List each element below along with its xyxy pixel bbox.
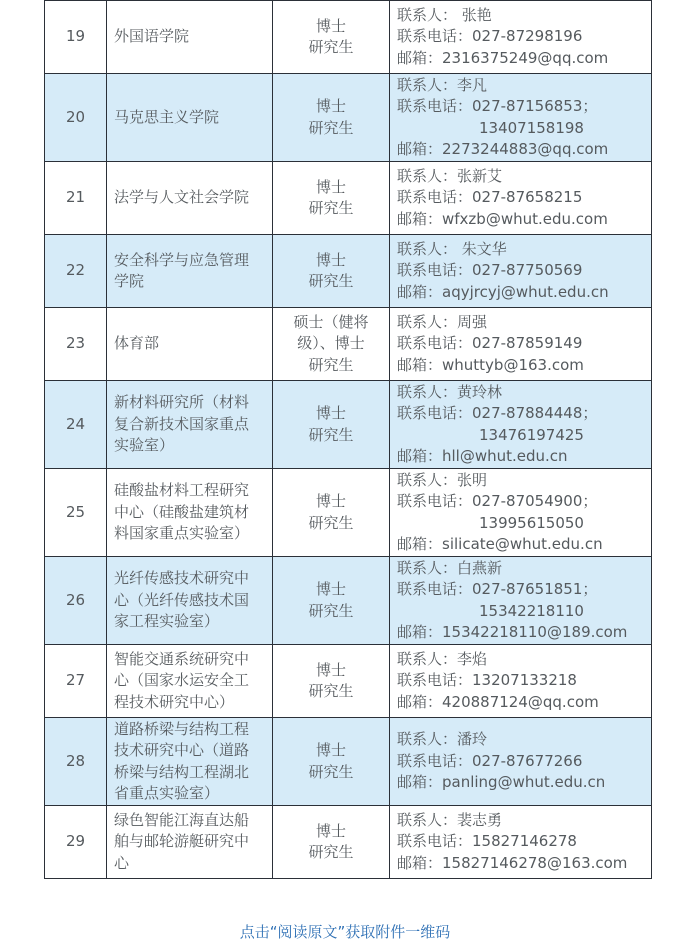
degree-level-line: 博士 xyxy=(315,821,346,840)
contact-info-line: 联系人：裴志勇 xyxy=(397,810,503,829)
contact-info-line: 联系人：张明 xyxy=(397,470,488,489)
table-row xyxy=(45,1,652,74)
unit-name-line: 智能交通系统研究中 xyxy=(114,649,250,668)
degree-level-line: 博士 xyxy=(315,404,346,422)
contact-info xyxy=(390,235,652,308)
degree-level-line: 研究生 xyxy=(308,843,354,861)
contact-info-line: 邮箱：15342218110@189.com xyxy=(397,623,628,641)
degree-level-line: 硕士（健将 xyxy=(293,312,369,331)
contact-info-line: 联系电话：13207133218 xyxy=(397,671,577,690)
contact-info xyxy=(390,308,652,381)
degree-level-line: 研究生 xyxy=(308,601,354,620)
unit-name-line: 学院 xyxy=(114,272,145,290)
unit-name-line: 实验室） xyxy=(114,436,175,455)
table-row xyxy=(45,469,652,557)
unit-name-line: 舶与邮轮游艇研究中 xyxy=(114,832,250,851)
unit-name-line: 技术研究中心（道路 xyxy=(114,741,250,759)
contact-info-line: 邮箱：2273244883@qq.com xyxy=(397,140,609,158)
contact-info-line: 联系人：李凡 xyxy=(397,75,488,94)
contact-info-line: 邮箱：hll@whut.edu.cn xyxy=(397,447,568,465)
unit-name-line: 体育部 xyxy=(114,334,160,353)
degree-level-line: 博士 xyxy=(315,660,346,679)
contact-info-line: 联系人： 张艳 xyxy=(397,5,492,24)
unit-name-line: 料国家重点实验室） xyxy=(114,524,250,543)
unit-name-line: 硅酸盐材料工程研究 xyxy=(114,481,250,500)
unit-name xyxy=(107,806,273,879)
degree-level xyxy=(273,162,390,235)
unit-name-line: 省重点实验室） xyxy=(114,784,220,802)
unit-name-line: 复合新技术国家重点 xyxy=(114,414,250,433)
degree-level xyxy=(273,308,390,381)
degree-level xyxy=(273,469,390,557)
contact-info-line: 邮箱：whuttyb@163.com xyxy=(397,355,584,374)
unit-name xyxy=(107,718,273,806)
degree-level-line: 研究生 xyxy=(308,199,354,217)
table-row xyxy=(45,718,652,806)
degree-level-line: 研究生 xyxy=(308,355,354,374)
contact-info-line: 联系电话：15827146278 xyxy=(397,832,577,851)
contact-info-line: 联系电话：027-87054900； xyxy=(397,492,598,510)
contact-info xyxy=(390,718,652,806)
contact-info-line: 联系电话：027-87677266 xyxy=(397,751,583,770)
unit-name xyxy=(107,469,273,557)
contact-info-line: 邮箱：wfxzb@whut.edu.com xyxy=(397,209,608,228)
contact-info-line: 邮箱：aqyjrcyj@whut.edu.cn xyxy=(397,282,609,301)
contact-info-line: 联系电话：027-87884448； xyxy=(397,404,598,422)
degree-level xyxy=(273,74,390,162)
degree-level-line: 研究生 xyxy=(308,118,354,137)
table-row xyxy=(45,806,652,879)
contact-info-line: 15342218110 xyxy=(479,601,584,620)
degree-level xyxy=(273,806,390,879)
degree-level-line: 博士 xyxy=(315,177,346,196)
degree-level-line: 级）、博士 xyxy=(297,334,365,353)
contact-info-line: 联系人：李焰 xyxy=(397,649,488,668)
contact-info-line: 邮箱：15827146278@163.com xyxy=(397,853,628,872)
row-number: 19 xyxy=(45,1,107,74)
unit-name-line: 心 xyxy=(114,853,130,872)
contact-info-line: 邮箱：2316375249@qq.com xyxy=(397,48,609,67)
degree-level xyxy=(273,381,390,469)
contact-info xyxy=(390,557,652,645)
degree-level-line: 研究生 xyxy=(308,272,354,290)
contact-info-line: 联系电话：027-87859149 xyxy=(397,334,583,353)
contact-info-line: 联系电话：027-87156853； xyxy=(397,97,598,115)
contact-info-line: 联系电话：027-87651851； xyxy=(397,580,598,598)
degree-level xyxy=(273,645,390,718)
unit-name-line: 马克思主义学院 xyxy=(114,107,220,126)
contact-info-line: 联系电话：027-87750569 xyxy=(397,261,583,280)
unit-name xyxy=(107,1,273,74)
unit-name-line: 法学与人文社会学院 xyxy=(114,188,250,207)
table-row xyxy=(45,557,652,645)
unit-name-line: 道路桥梁与结构工程 xyxy=(114,719,250,738)
unit-name-line: 绿色智能江海直达船 xyxy=(114,810,250,829)
contact-info-line: 联系电话：027-87658215 xyxy=(397,188,583,207)
contact-info xyxy=(390,381,652,469)
degree-level-line: 博士 xyxy=(315,16,346,35)
contact-info-line: 联系人： 朱文华 xyxy=(397,239,507,258)
unit-name xyxy=(107,645,273,718)
contact-info-line: 联系人：黄玲林 xyxy=(397,382,503,401)
degree-level-line: 研究生 xyxy=(308,38,354,56)
degree-level-line: 博士 xyxy=(315,492,346,510)
contact-info-line: 13995615050 xyxy=(479,513,584,532)
contact-info-line: 邮箱：silicate@whut.edu.cn xyxy=(397,535,603,553)
contact-info xyxy=(390,1,652,74)
row-number: 22 xyxy=(45,235,107,308)
unit-name-line: 光纤传感技术研究中 xyxy=(114,569,250,588)
row-number: 28 xyxy=(45,718,107,806)
row-number: 20 xyxy=(45,74,107,162)
contact-info-line: 邮箱：420887124@qq.com xyxy=(397,692,599,711)
contact-info xyxy=(390,162,652,235)
unit-name xyxy=(107,557,273,645)
unit-name-line: 新材料研究所（材料 xyxy=(114,393,250,412)
unit-name-line: 中心（硅酸盐建筑材 xyxy=(114,502,250,521)
row-number: 23 xyxy=(45,308,107,381)
table-row xyxy=(45,308,652,381)
contact-info xyxy=(390,806,652,879)
row-number: 29 xyxy=(45,806,107,879)
unit-name-line: 心（光纤传感技术国 xyxy=(114,590,250,609)
unit-name-line: 家工程实验室） xyxy=(114,612,220,631)
row-number: 21 xyxy=(45,162,107,235)
row-number: 27 xyxy=(45,645,107,718)
unit-name xyxy=(107,381,273,469)
degree-level xyxy=(273,1,390,74)
row-number: 25 xyxy=(45,469,107,557)
degree-level xyxy=(273,718,390,806)
unit-name-line: 程技术研究中心） xyxy=(114,692,235,711)
contact-info-line: 联系人：周强 xyxy=(397,312,488,331)
unit-name xyxy=(107,74,273,162)
table-row xyxy=(45,645,652,718)
row-number: 24 xyxy=(45,381,107,469)
unit-name-line: 安全科学与应急管理 xyxy=(114,250,250,269)
degree-level-line: 博士 xyxy=(315,741,346,759)
contact-info xyxy=(390,645,652,718)
row-number: 26 xyxy=(45,557,107,645)
unit-name-line: 心（国家水运安全工 xyxy=(114,671,250,690)
contact-info-line: 联系人：张新艾 xyxy=(397,166,503,185)
degree-level xyxy=(273,235,390,308)
contact-table xyxy=(44,0,652,879)
table-row xyxy=(45,381,652,469)
contact-info-line: 联系人：潘玲 xyxy=(397,730,488,749)
contact-info-line: 联系电话：027-87298196 xyxy=(397,27,583,46)
degree-level-line: 博士 xyxy=(315,97,346,115)
contact-table-body xyxy=(45,1,652,879)
contact-info xyxy=(390,469,652,557)
degree-level-line: 研究生 xyxy=(308,513,354,532)
unit-name-line: 桥梁与结构工程湖北 xyxy=(114,762,250,781)
table-row xyxy=(45,74,652,162)
degree-level-line: 研究生 xyxy=(308,682,354,700)
contact-info xyxy=(390,74,652,162)
degree-level-line: 博士 xyxy=(315,250,346,269)
degree-level-line: 博士 xyxy=(315,580,346,598)
degree-level xyxy=(273,557,390,645)
degree-level-line: 研究生 xyxy=(308,762,354,781)
contact-info-line: 13407158198 xyxy=(479,118,584,137)
read-original-link[interactable]: 点击“阅读原文”获取附件一维码 xyxy=(239,923,451,941)
unit-name xyxy=(107,162,273,235)
table-row xyxy=(45,162,652,235)
unit-name xyxy=(107,308,273,381)
table-row xyxy=(45,235,652,308)
unit-name-line: 外国语学院 xyxy=(114,27,190,46)
contact-info-line: 13476197425 xyxy=(479,425,584,444)
degree-level-line: 研究生 xyxy=(308,425,354,444)
contact-info-line: 联系人：白燕新 xyxy=(397,558,503,577)
unit-name xyxy=(107,235,273,308)
contact-info-line: 邮箱：panling@whut.edu.cn xyxy=(397,773,606,792)
